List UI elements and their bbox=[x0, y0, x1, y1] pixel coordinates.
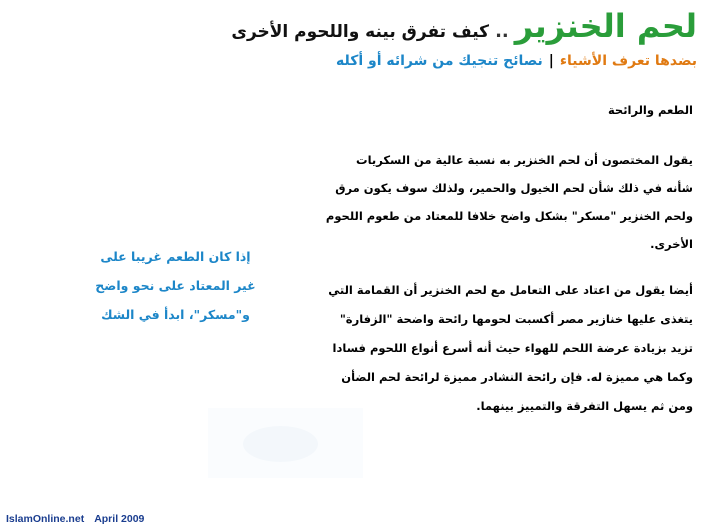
subheader bbox=[97, 50, 697, 72]
paragraph-line: ولحم الخنزير "مسكر" بشكل واضح خلافا للمعتاد من طعوم اللحوم bbox=[325, 209, 693, 223]
paragraph-line: ومن ثم يسهل التفرقة والتمييز بينهما. bbox=[476, 399, 693, 413]
paragraph-taste bbox=[325, 146, 693, 258]
image-shape bbox=[243, 426, 318, 462]
footer-site: IslamOnline.net bbox=[6, 513, 85, 525]
pull-quote-line: إذا كان الطعم غريبا على bbox=[100, 249, 251, 264]
paragraph-line: يقول المختصون أن لحم الخنزير به نسبة عالية من السكريات bbox=[356, 153, 693, 167]
footer-date: April 2009 bbox=[94, 513, 145, 525]
title-subtitle: كيف تفرق بينه واللحوم الأخرى bbox=[231, 22, 490, 42]
section-heading: الطعم والرائحة bbox=[607, 103, 693, 117]
paragraph-line: يتغذى عليها خنازير مصر أكسبت لحومها رائحة واضحة "الزفارة" bbox=[339, 312, 693, 326]
paragraph-line: الأخرى. bbox=[650, 237, 693, 251]
subheader-divider: | bbox=[548, 53, 554, 69]
paragraph-line: أيضا يقول من اعتاد على التعامل مع لحم الخنزير أن القمامة التي bbox=[328, 283, 693, 297]
subheader-tips: نصائح تنجيك من شرائه أو أكله bbox=[335, 53, 543, 69]
paragraph-smell bbox=[328, 276, 693, 421]
paragraph-line: شأنه في ذلك شأن لحم الخيول والحمير، ولذلك سوف يكون مرق bbox=[335, 181, 693, 195]
pull-quote bbox=[88, 242, 263, 329]
pull-quote-line: غير المعتاد على نحو واضح bbox=[95, 278, 256, 293]
paragraph-line: تزيد بزيادة عرضة اللحم للهواء حيث أنه أسرع أنواع اللحوم فسادا bbox=[332, 341, 693, 355]
faded-image bbox=[208, 408, 363, 478]
page-header bbox=[137, 6, 697, 46]
title-separator: .. bbox=[495, 21, 509, 42]
subheader-tagline: بضدها تعرف الأشياء bbox=[559, 53, 697, 69]
paragraph-line: وكما هي مميزة له. فإن رائحة النشادر مميزة لرائحة لحم الضأن bbox=[341, 370, 693, 384]
title-main: لحم الخنزير bbox=[514, 7, 697, 45]
pull-quote-line: و"مسكر"، ابدأ في الشك bbox=[101, 307, 250, 322]
footer bbox=[6, 512, 144, 526]
